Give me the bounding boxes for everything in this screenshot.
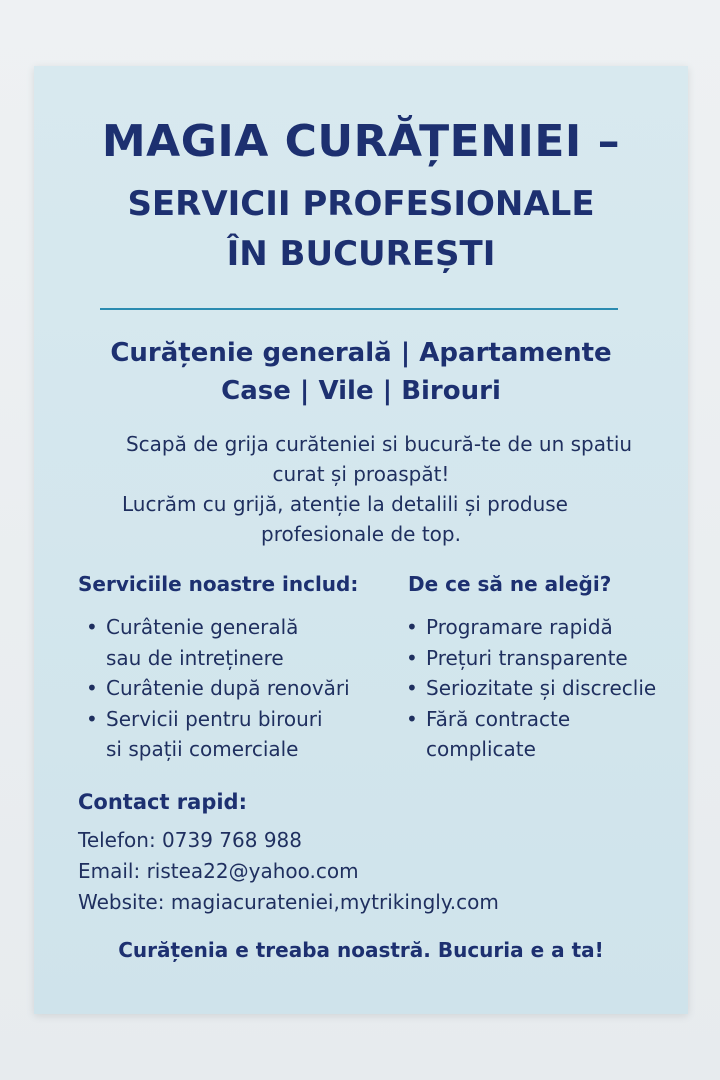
contact-email: Email: ristea22@yahoo.com <box>78 859 359 883</box>
subtitle-line-2: Case | Vile | Birouri <box>221 376 501 406</box>
list-item-text: Prețuri transparente <box>426 645 628 670</box>
contact-phone: Telefon: 0739 768 988 <box>78 828 302 852</box>
bullet-icon: • <box>406 706 418 731</box>
list-item-text: Programare rapidă <box>426 615 613 639</box>
flyer <box>34 66 688 1014</box>
list-item-text: Curâtenie după renovări <box>106 676 350 700</box>
list-item <box>404 704 694 765</box>
list-item <box>84 612 384 673</box>
intro-line-2: curat și proaspăt! <box>272 462 450 486</box>
title-line-1: MAGIA CURĂȚENIEI – <box>101 116 621 167</box>
why-us-heading: De ce să ne aleği? <box>408 572 612 596</box>
list-item <box>404 612 694 643</box>
list-item-text: Fără contracte <box>426 706 571 731</box>
list-item-text: Seriozitate și discreclie <box>426 676 657 700</box>
slogan: Curățenia e treaba noastră. Bucuria e a ta! <box>118 938 604 962</box>
bullet-icon: • <box>406 645 418 670</box>
bullet-icon: • <box>406 615 418 639</box>
title-line-2: SERVICII PROFESIONALE <box>127 184 595 224</box>
list-item <box>404 643 694 674</box>
subtitle-line-1: Curățenie generală | Apartamente <box>110 338 612 368</box>
bullet-icon: • <box>86 615 98 639</box>
why-us-list <box>404 612 694 765</box>
title-line-3: ÎN BUCUREȘTI <box>226 234 496 274</box>
list-item <box>84 673 384 704</box>
list-item <box>84 704 384 765</box>
list-item-text: Servicii pentru birouri <box>106 706 323 731</box>
contact-website: Website: magiacurateniei,mytrikingly.com <box>78 890 499 914</box>
title-divider <box>100 308 618 310</box>
list-item-text: sau de intreținere <box>106 645 284 670</box>
bullet-icon: • <box>86 676 98 700</box>
intro-line-4: profesionale de top. <box>261 522 461 546</box>
list-item <box>404 673 694 704</box>
services-list <box>84 612 384 765</box>
list-item-text: si spații comerciale <box>106 737 299 761</box>
contact-heading: Contact rapid: <box>78 790 247 814</box>
intro-line-1: Scapă de grija curăteniei si bucură-te de un spatiu <box>125 432 633 456</box>
services-heading: Serviciile noastre includ: <box>78 572 359 596</box>
list-item-text: Curâtenie generală <box>106 615 299 639</box>
list-item-text: complicate <box>426 737 536 761</box>
bullet-icon: • <box>86 706 98 731</box>
intro-line-3: Lucrăm cu grijă, atenție la detalili și produse <box>122 492 568 516</box>
bullet-icon: • <box>406 676 418 700</box>
